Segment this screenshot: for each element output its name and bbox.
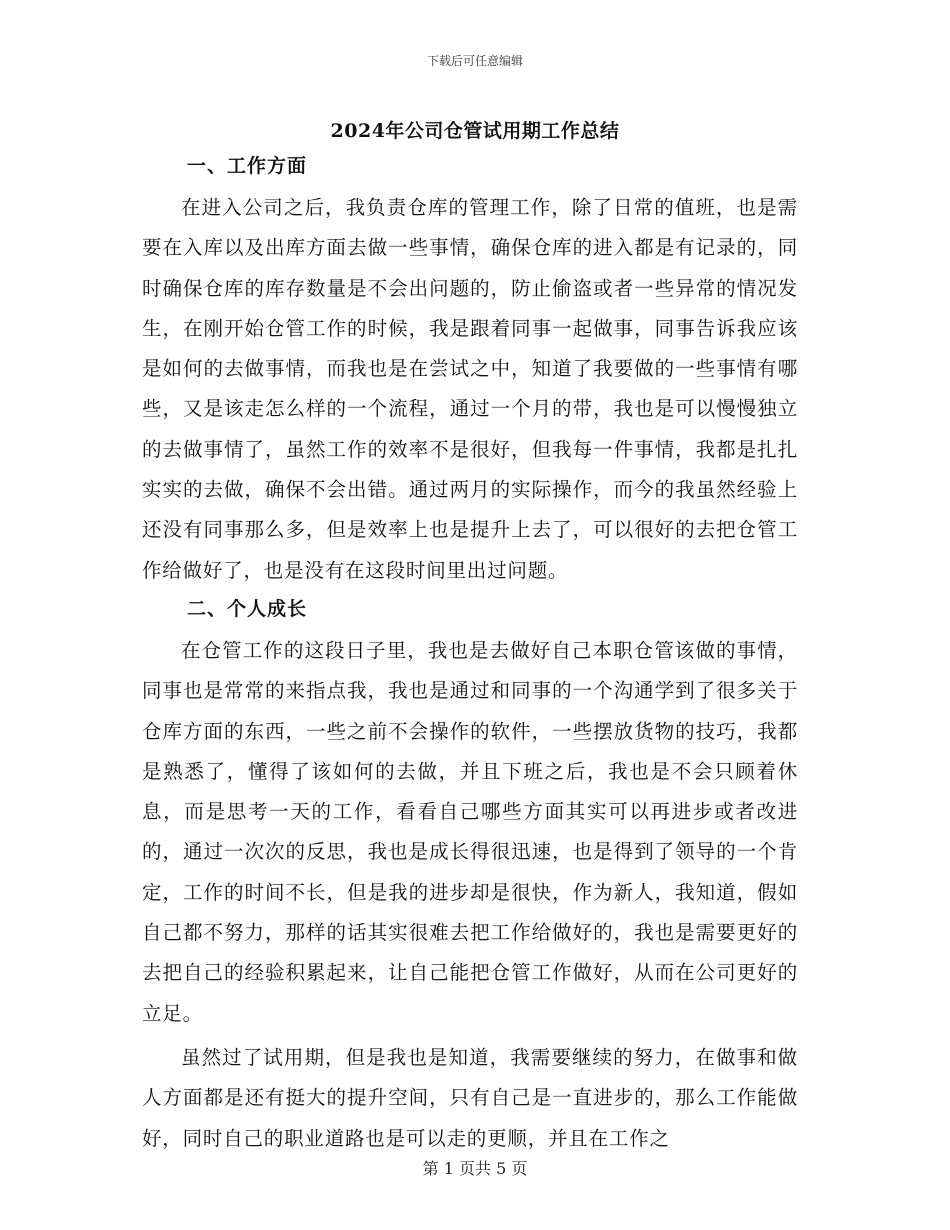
paragraph-work: 在进入公司之后，我负责仓库的管理工作，除了日常的值班，也是需要在入库以及出库方面去做一些事情，确保仓库的进入都是有记录的，同时确保仓库的库存数量是不会出问题的，防止偷盗或者一些异常的情况发生，在刚开始仓管工作的时候，我是跟着同事一起做事，同事告诉我应该是如何的去做事情，而我也是在尝试之中，知道了我要做的一些事情有哪些，又是该走怎么样的一个流程，通过一个月的带，我也是可以慢慢独立的去做事情了，虽然工作的效率不是很好，但我每一件事情，我都是扎扎实实的去做，确保不会出错。通过两月的实际操作，而今的我虽然经验上还没有同事那么多，但是效率上也是提升上去了，可以很好的去把仓管工作给做好了，也是没有在这段时间里出过问题。 <box>142 196 798 582</box>
header-note: 下载后可任意编辑 <box>426 54 523 68</box>
section-heading-work: 一、工作方面 <box>187 155 308 177</box>
paragraph-growth: 在仓管工作的这段日子里，我也是去做好自己本职仓管该做的事情，同事也是常常的来指点我，我也是通过和同事的一个沟通学到了很多关于仓库方面的东西，一些之前不会操作的软件，一些摆放货物的技巧，我都是熟悉了，懂得了该如何的去做，并且下班之后，我也是不会只顾着休息，而是思考一天的工作，看看自己哪些方面其实可以再进步或者改进的，通过一次次的反思，我也是成长得很迅速，也是得到了领导的一个肯定，工作的时间不长，但是我的进步却是很快，作为新人，我知道，假如自己都不努力，那样的话其实很难去把工作给做好的，我也是需要更好的去把自己的经验积累起来，让自己能把仓管工作做好，从而在公司更好的立足。 <box>142 638 798 1025</box>
document-body <box>142 148 798 1159</box>
section-heading-growth: 二、个人成长 <box>187 597 308 620</box>
document-title: 2024年公司仓管试用期工作总结 <box>330 120 620 142</box>
page-footer: 第 1 页共 5 页 <box>422 1159 528 1178</box>
paragraph-continue: 虽然过了试用期，但是我也是知道，我需要继续的努力，在做事和做人方面都是还有挺大的提升空间，只有自己是一直进步的，那么工作能做好，同时自己的职业道路也是可以走的更顺，并且在工作之 <box>142 1045 798 1150</box>
